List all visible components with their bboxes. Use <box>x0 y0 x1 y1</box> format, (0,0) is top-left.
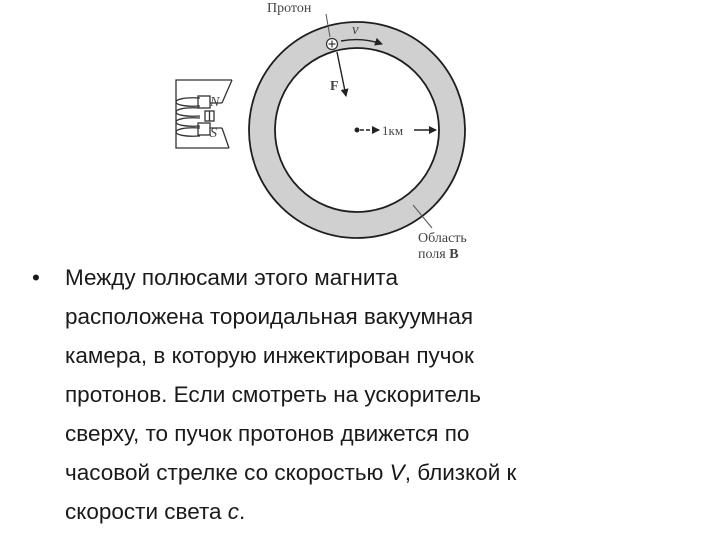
magnet-north-label: N <box>210 95 220 110</box>
text-line-2: расположена тороидальная вакуумная <box>65 304 474 329</box>
text-line-7: скорости света c. <box>65 499 246 524</box>
velocity-label: v <box>352 22 359 38</box>
radius-label: 1км <box>382 123 404 138</box>
field-label-line1: Область <box>418 231 467 246</box>
text-line-4: протонов. Если смотреть на ускоритель <box>65 382 482 407</box>
proton-icon <box>327 39 338 50</box>
text-line-6: часовой стрелке со скоростью V, близкой к <box>65 460 517 485</box>
magnet-south-label: S <box>210 126 217 141</box>
text-line-1: Между полюсами этого магнита <box>65 265 398 290</box>
text-line-3: камера, в которую инжектирован пучок <box>65 343 474 368</box>
velocity-symbol: V <box>389 460 405 485</box>
proton-label: Протон <box>267 1 312 16</box>
magnet-icon <box>176 80 232 148</box>
text-line-5: сверху, то пучок протонов движется по <box>65 421 470 446</box>
light-speed-symbol: c <box>227 499 240 524</box>
bullet-icon: • <box>32 265 40 290</box>
center-point <box>355 128 360 133</box>
force-label: F <box>330 79 339 94</box>
field-label-line2: поля B <box>418 247 459 262</box>
